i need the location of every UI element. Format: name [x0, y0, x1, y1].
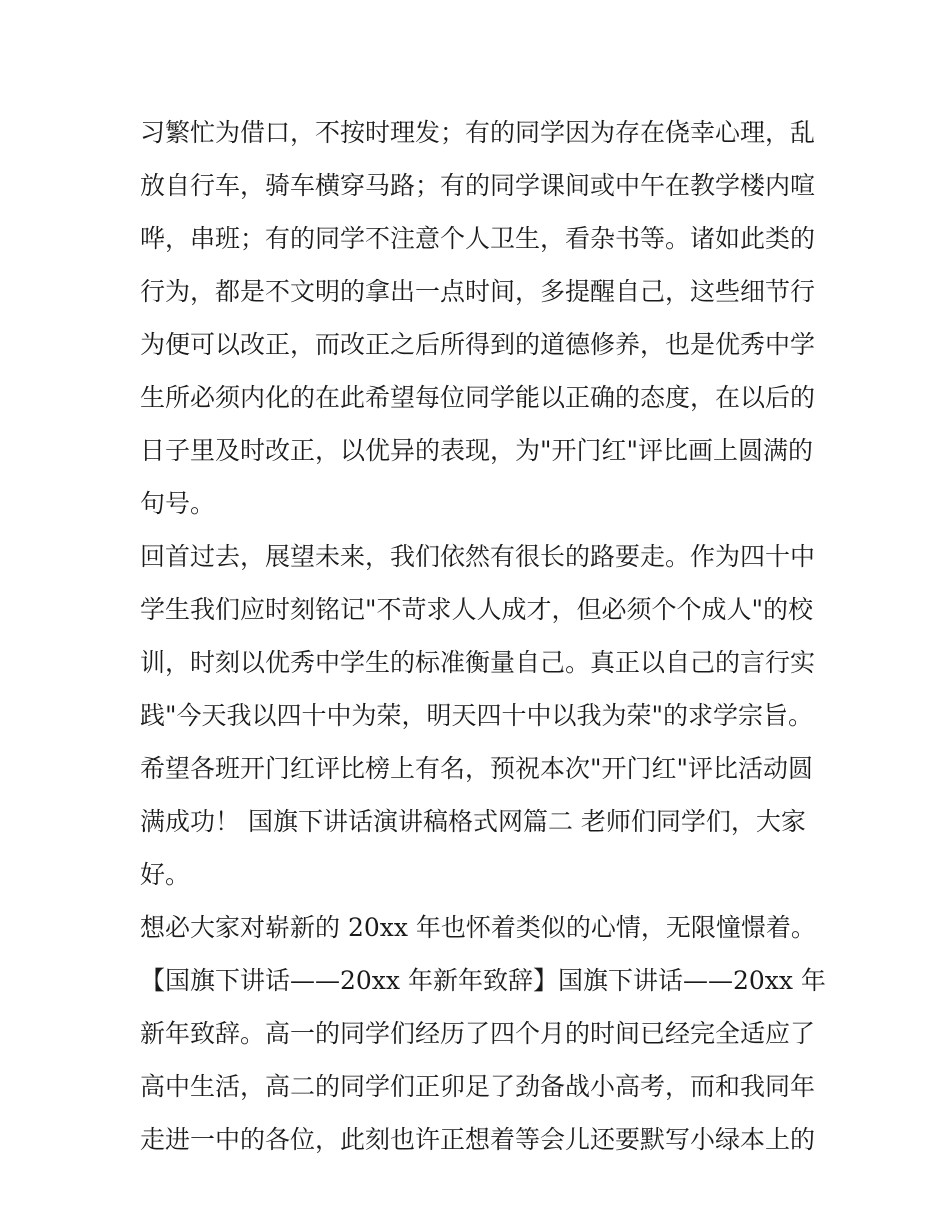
text-line: 哗，串班；有的同学不注意个人卫生，看杂书等。诸如此类的 [140, 224, 816, 253]
text-line: 新年致辞。高一的同学们经历了四个月的时间已经完全适应了 [140, 1019, 816, 1048]
text-line: 日子里及时改正，以优异的表现，为"开门红"评比画上圆满的 [140, 436, 814, 465]
text-line: 为便可以改正，而改正之后所得到的道德修养，也是优秀中学 [140, 330, 816, 359]
text-line: 学生我们应时刻铭记"不苛求人人成才，但必须个个成人"的校 [140, 595, 814, 624]
text-line: 满成功！ 国旗下讲话演讲稿格式网篇二 老师们同学们，大家 [140, 807, 806, 836]
text-line: 习繁忙为借口，不按时理发；有的同学因为存在侥幸心理，乱 [140, 118, 816, 147]
text-line: 高中生活，高二的同学们正卯足了劲备战小高考，而和我同年 [140, 1072, 816, 1101]
text-line: 走进一中的各位，此刻也许正想着等会儿还要默写小绿本上的 [140, 1125, 816, 1154]
text-line: 【国旗下讲话——20xx 年新年致辞】国旗下讲话——20xx 年 [140, 966, 826, 995]
text-line: 行为，都是不文明的拿出一点时间，多提醒自己，这些细节行 [140, 277, 816, 306]
text-line: 放自行车，骑车横穿马路；有的同学课间或中午在教学楼内喧 [140, 171, 816, 200]
text-line: 训，时刻以优秀中学生的标准衡量自己。真正以自己的言行实 [140, 648, 816, 677]
text-line: 希望各班开门红评比榜上有名，预祝本次"开门红"评比活动圆 [140, 754, 814, 783]
text-line: 句号。 [140, 489, 216, 518]
body-text [140, 106, 830, 1166]
text-line: 践"今天我以四十中为荣，明天四十中以我为荣"的求学宗旨。 [140, 701, 814, 730]
text-line: 生所必须内化的在此希望每位同学能以正确的态度，在以后的 [140, 383, 816, 412]
text-line: 回首过去，展望未来，我们依然有很长的路要走。作为四十中 [140, 542, 816, 571]
text-line: 想必大家对崭新的 20xx 年也怀着类似的心情，无限憧憬着。 [140, 913, 816, 942]
text-line: 好。 [140, 860, 191, 889]
